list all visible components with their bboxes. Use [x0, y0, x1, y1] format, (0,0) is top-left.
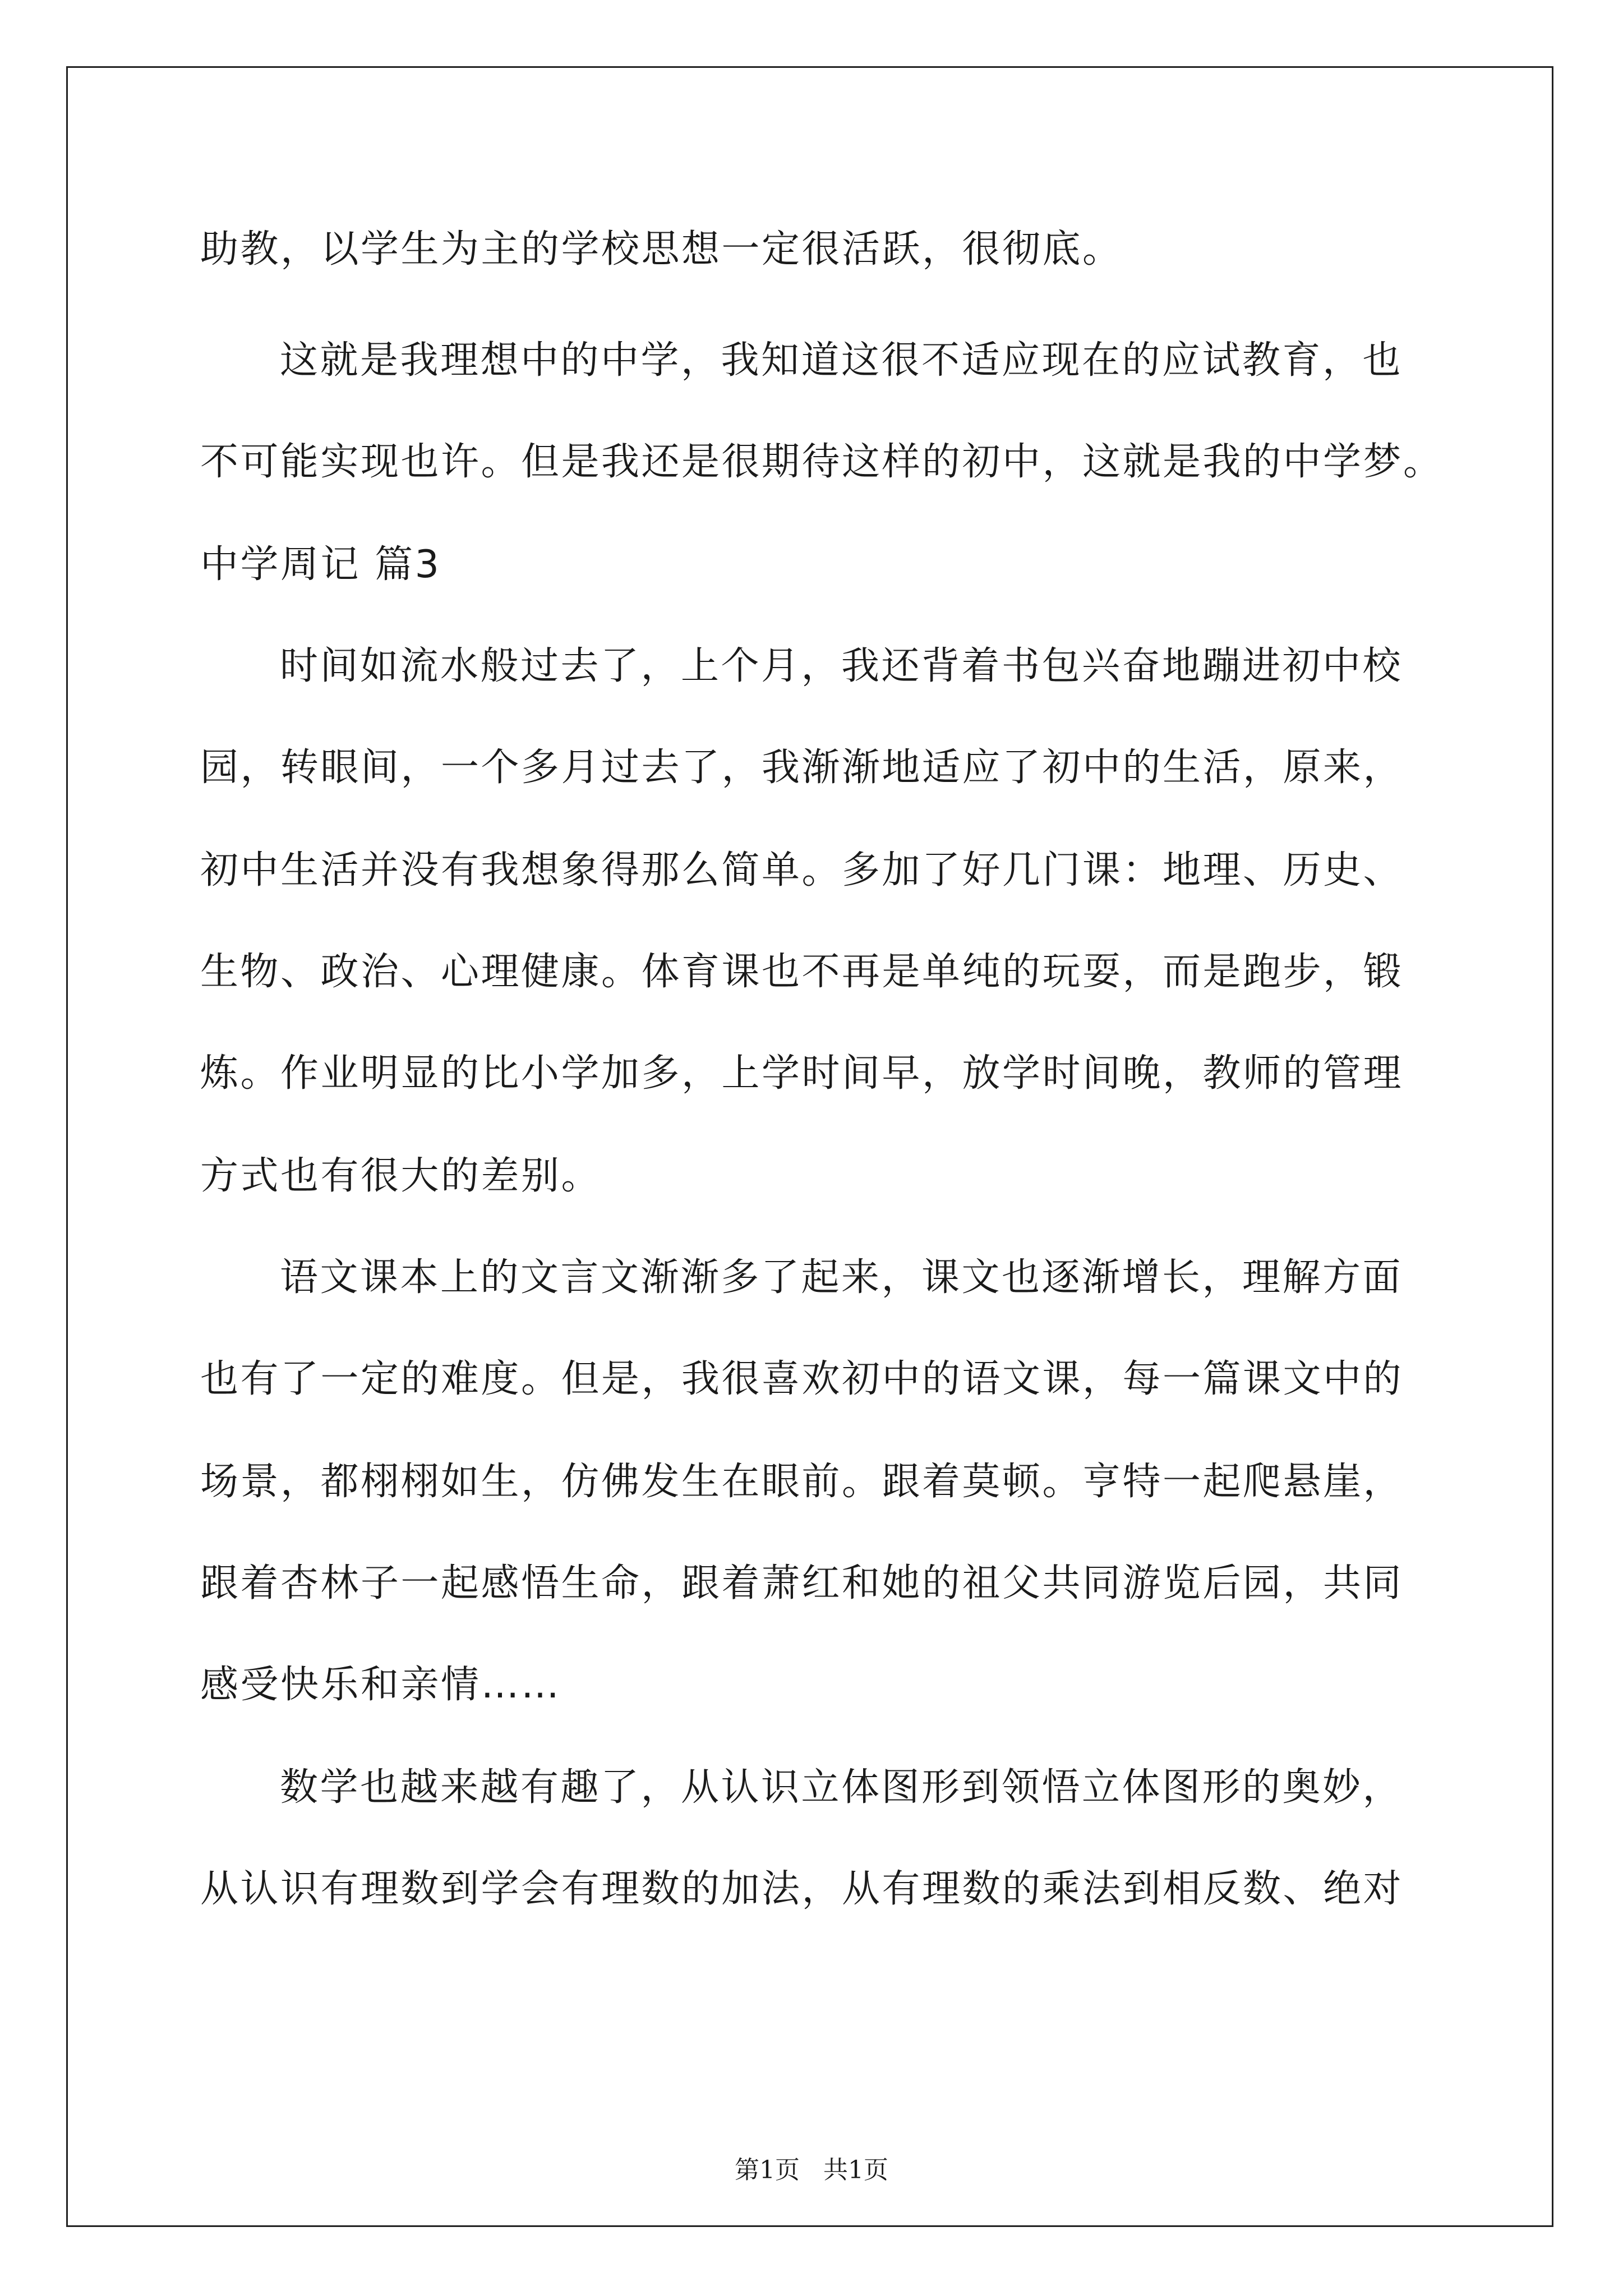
text-line: 数学也越来越有趣了，从认识立体图形到领悟立体图形的奥妙， [280, 1765, 1403, 1810]
page-footer: 第1页 共1页 [735, 2156, 888, 2184]
text-line: 初中生活并没有我想象得那么简单。多加了好几门课：地理、历史、 [200, 848, 1404, 892]
text-line: 语文课本上的文言文渐渐多了起来，课文也逐渐增长，理解方面 [280, 1255, 1403, 1300]
text-line: 感受快乐和亲情…… [200, 1663, 561, 1707]
text-line: 这就是我理想中的中学，我知道这很不适应现在的应试教育，也 [280, 338, 1403, 383]
text-line: 场景，都栩栩如生，仿佛发生在眼前。跟着莫顿。亨特一起爬悬崖， [200, 1460, 1404, 1504]
text-line: 炼。作业明显的比小学加多，上学时间早，放学时间晚，教师的管理 [200, 1051, 1404, 1096]
text-line: 从认识有理数到学会有理数的加法，从有理数的乘法到相反数、绝对 [200, 1867, 1404, 1911]
text-line: 时间如流水般过去了，上个月，我还背着书包兴奋地蹦进初中校 [280, 644, 1403, 688]
section-heading: 中学周记 篇3 [200, 542, 441, 587]
text-line: 生物、政治、心理健康。体育课也不再是单纯的玩耍，而是跑步，锻 [200, 950, 1404, 994]
text-line: 跟着杏林子一起感悟生命，跟着萧红和她的祖父共同游览后园，共同 [200, 1561, 1404, 1605]
text-line: 园，转眼间，一个多月过去了，我渐渐地适应了初中的生活，原来， [200, 746, 1404, 790]
text-line: 不可能实现也许。但是我还是很期待这样的初中，这就是我的中学梦。 [200, 440, 1444, 484]
text-line: 方式也有很大的差别。 [200, 1154, 602, 1198]
text-line: 助教，以学生为主的学校思想一定很活跃，很彻底。 [200, 227, 1123, 272]
text-line: 也有了一定的难度。但是，我很喜欢初中的语文课，每一篇课文中的 [200, 1357, 1404, 1401]
